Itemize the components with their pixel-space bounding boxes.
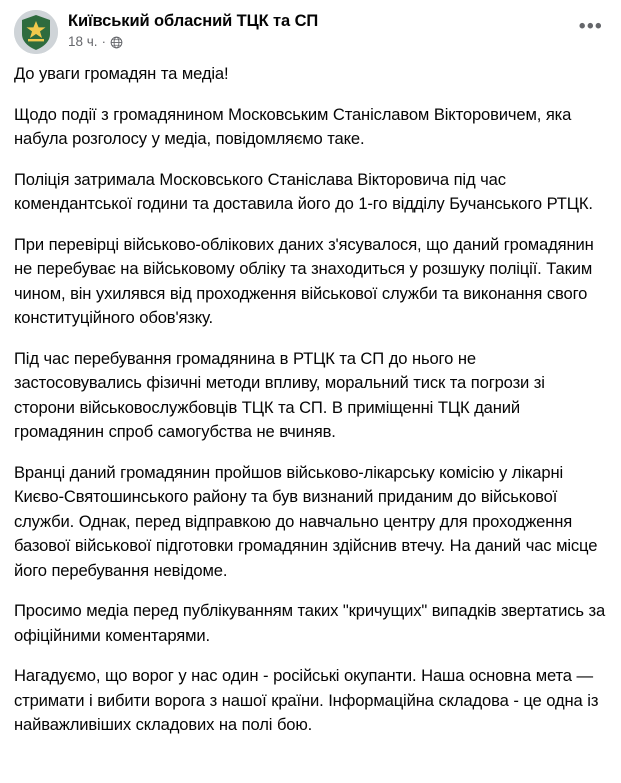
- post-body: [0, 60, 621, 738]
- post-header-text: [68, 10, 575, 50]
- emblem-avatar-icon: [14, 10, 58, 54]
- post-paragraph: Вранці даний громадянин пройшов військово-лікарську комісію у лікарні Києво-Святошинського району та був визнаний приданим до військової служби. Однак, перед відправкою до навчально центру для проходження базової військової підготовки громадянин здійснив втечу. На даний час місце його перебування невідоме.: [14, 462, 598, 580]
- post-meta: [68, 34, 575, 50]
- meta-separator: ·: [101, 34, 106, 49]
- post-paragraph: Під час перебування громадянина в РТЦК та СП до нього не застосовувались фізичні методи впливу, моральний тиск та погрози зі сторони військовослужбовців ТЦК та СП. В приміщенні ТЦК даний громадянин спроб самогубства не вчиняв.: [14, 348, 545, 441]
- post-timestamp[interactable]: 18 ч.: [68, 34, 98, 49]
- page-name[interactable]: Київський обласний ТЦК та СП: [68, 12, 319, 30]
- more-options-dots: •••: [578, 15, 604, 37]
- post-paragraph: До уваги громадян та медіа!: [14, 64, 229, 83]
- avatar[interactable]: [14, 10, 58, 54]
- post-paragraph: Нагадуємо, що ворог у нас один - російські окупанти. Наша основна мета — стримати і вибити ворога з нашої країни. Інформаційна складова - це одна із найважливіших складових на полі бою.: [14, 666, 599, 734]
- post-header: [0, 0, 621, 60]
- more-options-icon[interactable]: [575, 12, 607, 44]
- post-paragraph: Просимо медіа перед публікуванням таких "кричущих" випадків звертатись за офіційними коментарями.: [14, 601, 606, 645]
- post-paragraph: Поліція затримала Московського Станіслава Вікторовича під час комендантської години та доставила його до 1-го відділу Бучанського РТЦК.: [14, 169, 593, 213]
- post-paragraph: Щодо події з громадянином Московським Станіславом Вікторовичем, яка набула розголосу у медіа, повідомляємо таке.: [14, 104, 572, 148]
- globe-icon[interactable]: [110, 35, 124, 49]
- post-paragraph: При перевірці військово-облікових даних з'ясувалося, що даний громадянин не перебуває на військовому обліку та знаходиться у розшуку поліції. Таким чином, він ухилявся від проходження військової служби та виконання свого конституційного обов'язку.: [14, 234, 594, 327]
